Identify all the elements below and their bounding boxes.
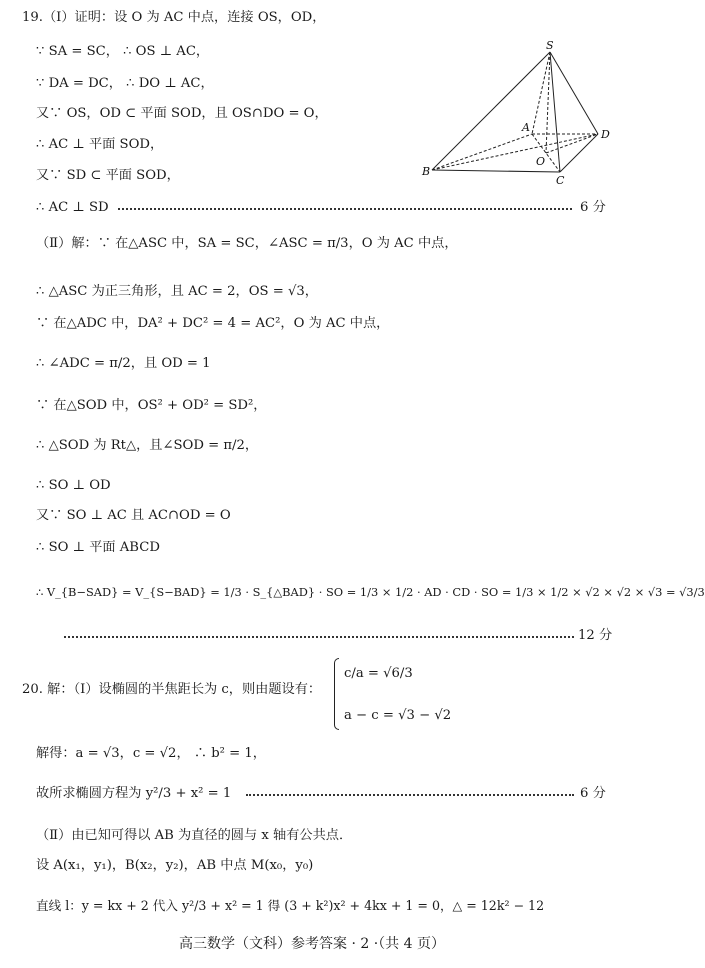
volume-equation: ∴ V_{B−SAD} = V_{S−BAD} = 1/3 · S_{△BAD} · SO = 1/3 × 1/2 · AD · CD · SO = 1/3 × 1/2 × √2 × √2 × √3 = √3/3: [36, 585, 705, 599]
edge-SC: [550, 52, 560, 172]
dotted-leader: [64, 636, 574, 638]
p19-2-line-3: ∵ 在△ADC 中，DA² + DC² = 4 = AC²，O 为 AC 中点，: [36, 316, 390, 331]
p19-2-line-9: ∴ SO ⊥ 平面 ABCD: [36, 540, 160, 555]
label-B: B: [422, 165, 431, 178]
p19-2-line-8: 又∵ SO ⊥ AC 且 AC∩OD = O: [36, 508, 231, 523]
system-eq-1: c/a = √6/3: [344, 666, 413, 681]
p20-line-3: 故所求椭圆方程为 y²/3 + x² = 1: [36, 786, 232, 801]
p20-line-2: 解得：a = √3，c = √2， ∴ b² = 1，: [36, 746, 266, 761]
page-footer: 高三数学（文科）参考答案 · 2 ·（共 4 页）: [179, 936, 445, 952]
score-label: 12 分: [578, 628, 613, 643]
p19-2-line-2: ∴ △ASC 为正三角形，且 AC = 2，OS = √3，: [36, 284, 318, 299]
edge-BD: [432, 134, 598, 170]
edge-SB: [432, 52, 550, 170]
p19-2-line-1: （Ⅱ）解：∵ 在△ASC 中，SA = SC，∠ASC = π/3，O 为 AC 中点，: [36, 236, 458, 251]
p20-2-line-1: （Ⅱ）由已知可得以 AB 为直径的圆与 x 轴有公共点．: [36, 828, 353, 843]
p19-line-3: ∵ DA = DC， ∴ DO ⊥ AC，: [36, 76, 214, 91]
label-D: D: [601, 128, 610, 141]
system-brace: [334, 658, 339, 730]
p19-line-6: 又∵ SD ⊂ 平面 SOD，: [36, 168, 180, 183]
p19-line-1: 19.（Ⅰ）证明：设 O 为 AC 中点，连接 OS，OD，: [22, 10, 326, 25]
p20-2-line-2: 设 A(x₁，y₁)，B(x₂，y₂)，AB 中点 M(x₀，y₀): [36, 858, 314, 873]
p19-2-line-6: ∴ △SOD 为 Rt△，且∠SOD = π/2，: [36, 438, 259, 453]
p19-line-2: ∵ SA = SC， ∴ OS ⊥ AC，: [36, 44, 210, 59]
system-eq-2: a − c = √3 − √2: [344, 708, 452, 723]
p19-line-5: ∴ AC ⊥ 平面 SOD，: [36, 137, 164, 152]
edge-SA: [532, 52, 550, 134]
label-C: C: [556, 174, 565, 187]
p19-2-line-4: ∴ ∠ADC = π/2，且 OD = 1: [36, 356, 211, 371]
edge-SD: [550, 52, 598, 134]
score-label: 6 分: [580, 786, 606, 801]
p19-2-line-5: ∵ 在△SOD 中，OS² + OD² = SD²，: [36, 398, 267, 413]
label-O: O: [536, 155, 546, 168]
p20-2-line-3: 直线 l：y = kx + 2 代入 y²/3 + x² = 1 得 (3 + k²)x² + 4kx + 1 = 0，△ = 12k² − 12: [36, 898, 545, 913]
p19-line-7: ∴ AC ⊥ SD: [36, 200, 109, 215]
p20-line-1: 20. 解：（Ⅰ）设椭圆的半焦距长为 c，则由题设有：: [22, 682, 322, 697]
p19-2-line-7: ∴ SO ⊥ OD: [36, 478, 111, 493]
edge-BC: [432, 170, 560, 172]
pyramid-figure: [420, 38, 620, 188]
score-label: 6 分: [580, 200, 606, 215]
dotted-leader: [118, 208, 572, 210]
p19-line-4: 又∵ OS，OD ⊂ 平面 SOD，且 OS∩DO = O，: [36, 106, 328, 121]
label-S: S: [546, 39, 554, 52]
edge-OD: [546, 134, 598, 153]
label-A: A: [522, 121, 530, 134]
dotted-leader: [246, 794, 574, 796]
edge-CD: [560, 134, 598, 172]
